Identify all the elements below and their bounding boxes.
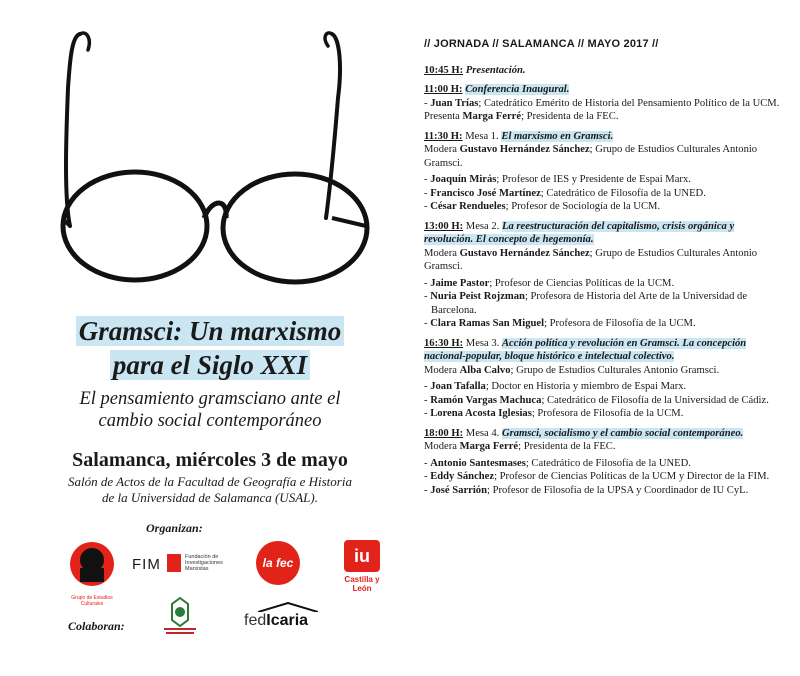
- moderator-prefix: Modera: [424, 364, 460, 376]
- moderator-prefix: Modera: [424, 144, 460, 155]
- moderator-prefix: Modera: [424, 441, 460, 452]
- speaker-item: - Francisco José Martínez; Catedrático de Filosofía de la UNED.: [424, 187, 706, 199]
- session-mesa-1: [424, 130, 784, 214]
- session-title: Presentación.: [465, 64, 526, 76]
- presenter-name: Marga Ferré: [462, 111, 522, 122]
- session-title: Acción política y revolución en Gramsci. La concepción nacional-popular, bloque histórico e intelectual colectivo.: [424, 337, 747, 362]
- glasses-illustration: [40, 28, 380, 288]
- speaker-name: Antonio Santesmases: [430, 457, 526, 469]
- speaker-name: Juan Trías: [430, 97, 479, 109]
- session-mesa-3: [424, 337, 784, 421]
- session-mesa-4: [424, 427, 784, 498]
- title-line-2: para el Siglo XXI: [110, 350, 310, 380]
- lafec-logo: [256, 541, 300, 585]
- speaker-name: Jaime Pastor: [430, 277, 490, 289]
- facultad-crest-logo: [158, 596, 202, 636]
- session-number: Mesa 1.: [462, 130, 502, 142]
- moderator-desc: ; Grupo de Estudios Culturales Antonio Gramsci.: [424, 247, 758, 272]
- speaker-desc: ; Catedrático de Filosofía de la Universidad de Cádiz.: [541, 394, 769, 406]
- session-time: 10:45 H:: [424, 64, 464, 76]
- session-time: 11:30 H:: [424, 130, 463, 142]
- fim-fullname: [185, 554, 223, 572]
- speaker-name: Eddy Sánchez: [430, 471, 495, 482]
- moderator-name: Marga Ferré: [459, 441, 519, 452]
- grupo-estudios-name: Grupo de Estudios Culturales: [71, 595, 113, 607]
- speaker-desc: ; Catedrático de Filosofía de la UNED.: [540, 187, 706, 199]
- moderator-desc: ; Presidenta de la FEC.: [518, 441, 616, 452]
- speaker-desc: ; Catedrático Emérito de Historia del Pensamiento Político de la UCM.: [478, 97, 780, 109]
- speaker-name: Lorena Acosta Iglesias: [430, 408, 532, 419]
- speaker-name: Joaquín Mirás: [430, 174, 497, 185]
- iu-mark-icon: [344, 540, 380, 572]
- fedicaria-roof-icon: [258, 602, 318, 612]
- session-title: El marxismo en Gramsci.: [501, 130, 614, 142]
- speaker-name: Clara Ramas San Miguel: [430, 318, 545, 329]
- organizers-label: Organizan:: [146, 521, 203, 535]
- event-subtitle: [0, 388, 420, 432]
- speaker-name: José Sarrión: [430, 484, 487, 496]
- session-time: 18:00 H:: [424, 427, 464, 439]
- speaker-item: - César Rendueles; Profesor de Sociología de la UCM.: [424, 201, 661, 212]
- speaker-name: Ramón Vargas Machuca: [430, 394, 542, 406]
- speaker-desc: ; Profesora de Filosofía de la UCM.: [544, 318, 696, 329]
- fim-sub-2: Investigaciones: [185, 560, 223, 566]
- moderator-name: Gustavo Hernández Sánchez: [459, 247, 590, 259]
- moderator-prefix: Modera: [424, 247, 460, 259]
- session-time: 16:30 H:: [424, 337, 464, 349]
- moderator-desc: ; Grupo de Estudios Culturales Antonio Gramsci.: [510, 364, 720, 376]
- speaker-desc: ; Profesor de Ciencias Políticas de la UCM y Director de la FIM.: [494, 471, 770, 482]
- iu-logo: [334, 540, 390, 593]
- presenter-desc: ; Presidenta de la FEC.: [521, 111, 619, 122]
- session-presentacion: [424, 64, 784, 78]
- collaborators-label: Colaboran:: [68, 619, 125, 633]
- moderator-desc: ; Grupo de Estudios Culturales Antonio Gramsci.: [424, 144, 758, 169]
- fim-wordmark: FIM: [132, 556, 161, 573]
- fedicaria-a: fed: [244, 612, 267, 629]
- moderator-name: Alba Calvo: [459, 364, 511, 376]
- speaker-item: - Eddy Sánchez; Profesor de Ciencias Políticas de la UCM y Director de la FIM.: [424, 471, 770, 482]
- speaker-item: - Clara Ramas San Miguel; Profesora de Filosofía de la UCM.: [424, 318, 696, 329]
- fim-mark-icon: [167, 554, 181, 572]
- session-mesa-2: [424, 220, 784, 331]
- venue-line-1: Salón de Actos de la Facultad de Geografía e Historia: [68, 474, 352, 489]
- session-number: Mesa 4.: [463, 427, 502, 439]
- title-line-1: Gramsci: Un marxismo: [76, 316, 345, 346]
- fim-sub-3: Marxistas: [185, 566, 209, 572]
- moderator-line: [424, 364, 784, 378]
- session-title: Gramsci, socialismo y el cambio social contemporáneo.: [501, 427, 744, 439]
- speaker-item: - Antonio Santesmases; Catedrático de Filosofía de la UNED.: [424, 457, 691, 469]
- speaker-desc: ; Profesor de Filosofía de la UPSA y Coordinador de IU CyL.: [486, 484, 749, 496]
- speaker-desc: ; Profesor de Sociología de la UCM.: [505, 201, 661, 212]
- speaker-item: - Ramón Vargas Machuca; Catedrático de Filosofía de la Universidad de Cádiz.: [424, 394, 769, 406]
- speaker-desc: ; Profesor de Ciencias Políticas de la UCM.: [489, 277, 675, 289]
- speaker-item: - Joan Tafalla; Doctor en Historia y miembro de Espai Marx.: [424, 381, 687, 392]
- event-title: [0, 314, 420, 382]
- speaker-item: - Nuria Peist Rojzman; Profesora de Historia del Arte de la Universidad de Barcelona.: [424, 291, 748, 316]
- moderator-line: [424, 247, 784, 274]
- moderator-line: [424, 440, 784, 454]
- speaker-item: - Joaquín Mirás; Profesor de IES y Presidente de Espai Marx.: [424, 174, 691, 185]
- speaker-item: - Lorena Acosta Iglesias; Profesora de Filosofía de la UCM.: [424, 408, 684, 419]
- event-place-date: Salamanca, miércoles 3 de mayo: [72, 449, 348, 471]
- session-title: La reestructuración del capitalismo, crisis orgánica y revolución. El concepto de hegemonía.: [424, 220, 735, 245]
- iu-wordmark: iu: [354, 545, 370, 566]
- grupo-estudios-logo: [60, 538, 124, 607]
- session-title: Conferencia Inaugural.: [465, 84, 570, 95]
- moderator-name: Gustavo Hernández Sánchez: [459, 144, 590, 155]
- speaker-desc: ; Profesora de Historia del Arte de la Universidad de Barcelona.: [431, 291, 748, 316]
- session-conferencia: [424, 83, 784, 124]
- session-number: Mesa 3.: [463, 337, 502, 349]
- speaker-name: Joan Tafalla: [430, 381, 486, 392]
- speaker-name: Francisco José Martínez: [430, 187, 541, 199]
- presenter-line: [424, 110, 784, 124]
- venue-line-2: de la Universidad de Salamanca (USAL).: [102, 490, 318, 505]
- speaker-name: César Rendueles: [430, 201, 506, 212]
- session-time: 11:00 H:: [424, 84, 463, 95]
- lafec-wordmark: la fec: [262, 556, 294, 570]
- fedicaria-logo: [244, 602, 324, 632]
- session-time: 13:00 H:: [424, 220, 464, 232]
- fim-logo: [132, 553, 242, 577]
- speaker-desc: ; Doctor en Historia y miembro de Espai Marx.: [485, 381, 687, 392]
- presenter-prefix: Presenta: [424, 111, 463, 122]
- fim-sub-1: Fundación de: [185, 554, 219, 560]
- program-header: // JORNADA // SALAMANCA // MAYO 2017 //: [424, 38, 659, 50]
- speaker-desc: ; Profesor de IES y Presidente de Espai Marx.: [496, 174, 691, 185]
- subtitle-line-1: El pensamiento gramsciano ante el: [79, 389, 341, 409]
- speaker-name: Nuria Peist Rojzman: [430, 291, 525, 302]
- program-panel: [424, 38, 784, 503]
- iu-region: Castilla y León: [344, 575, 380, 593]
- speaker-desc: ; Profesora de Filosofía de la UCM.: [531, 408, 684, 419]
- speaker-item: - Jaime Pastor; Profesor de Ciencias Políticas de la UCM.: [424, 277, 675, 289]
- session-number: Mesa 2.: [463, 220, 502, 232]
- event-venue: [0, 474, 420, 506]
- fedicaria-b: Icaria: [266, 612, 309, 629]
- subtitle-line-2: cambio social contemporáneo: [98, 411, 322, 431]
- speaker-item: - José Sarrión; Profesor de Filosofía de la UPSA y Coordinador de IU CyL.: [424, 484, 749, 496]
- speaker-item: - Juan Trías; Catedrático Emérito de Historia del Pensamiento Político de la UCM.: [424, 97, 780, 109]
- moderator-line: [424, 143, 784, 170]
- speaker-desc: ; Catedrático de Filosofía de la UNED.: [525, 457, 691, 469]
